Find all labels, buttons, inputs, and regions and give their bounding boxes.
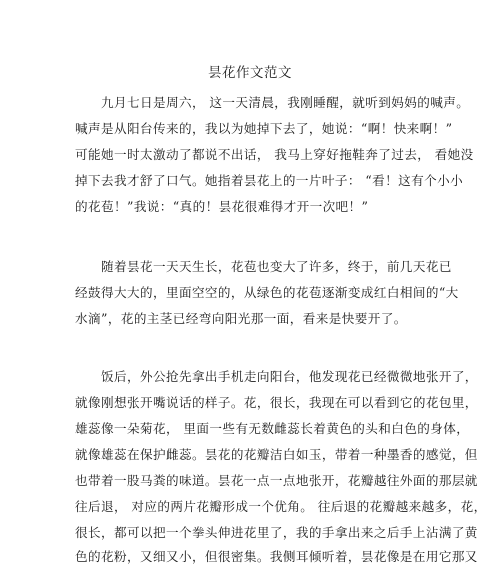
- paragraph-3-line-8: 色的花粉，又细又小，但很密集。我侧耳倾听着，昙花像是在用它那又: [75, 549, 478, 564]
- paragraph-2-line-3: 水滴”，花的主茎已经弯向阳光那一面，看来是快要开了。: [75, 311, 407, 326]
- paragraph-1-line-1: 九月七日是周六， 这一天清晨，我刚睡醒，就听到妈妈的喊声。: [75, 95, 470, 110]
- paragraph-1-line-4: 掉下去我才舒了口气。她指着昙花上的一片叶子： “看！这有个小小: [75, 173, 464, 188]
- paragraph-3-line-5: 也带着一股马粪的味道。昙花一点一点地张开，花瓣越往外面的那层就: [75, 473, 478, 488]
- paragraph-3-line-6: 往后退， 对应的两片花瓣形成一个优角。 往后退的花瓣越来越多，花，: [75, 499, 487, 514]
- paragraph-1-line-3: 可能她一时太激动了都说不出话， 我马上穿好拖鞋奔了过去， 看她没: [75, 147, 474, 162]
- paragraph-1-line-2: 喊声是从阳台传来的，我以为她掉下去了，她说：“啊！快来啊！”: [75, 121, 453, 136]
- paragraph-1-line-5: 的花苞！”我说：“真的！昙花很难得才开一次吧！”: [75, 199, 369, 214]
- paragraph-3-line-7: 很长，都可以把一个拳头伸进花里了，我的手拿出来之后手上沾满了黄: [75, 525, 478, 540]
- paragraph-3-line-2: 就像刚想张开嘴说话的样子。花，很长，我现在可以看到它的花包里，: [75, 395, 478, 410]
- paragraph-3-line-1: 饭后，外公抢先拿出手机走向阳台，他发现花已经微微地张开了，: [75, 369, 478, 384]
- paragraph-2-line-2: 经鼓得大大的，里面空空的，从绿色的花苞逐渐变成红白相间的“大: [75, 285, 459, 300]
- paragraph-3-line-4: 就像雄蕊在保护雌蕊。昙花的花瓣洁白如玉，带着一种墨香的感觉，但: [75, 447, 478, 462]
- document-title: 昙花作文范文: [208, 65, 292, 81]
- paragraph-2-line-1: 随着昙花一天天生长，花苞也变大了许多，终于，前几天花已: [75, 259, 452, 274]
- paragraph-3-line-3: 雄蕊像一朵菊花， 里面一些有无数雌蕊长着黄色的头和白色的身体，: [75, 421, 470, 436]
